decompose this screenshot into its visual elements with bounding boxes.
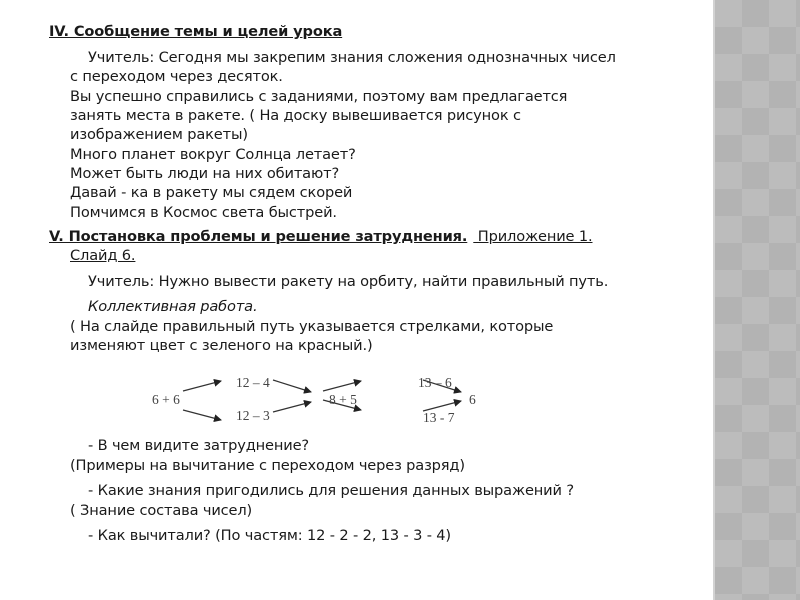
text-line: изображением ракеты) [70,126,248,143]
question-1: - В чем видите затруднение? [88,437,309,454]
slide-note: ( На слайде правильный путь указывается стрелками, которые [70,318,554,335]
arrow [183,410,221,420]
expr-end: 6 [469,392,476,407]
teacher-line-2: Учитель: Нужно вывести ракету на орбиту, найти правильный путь. [88,273,609,290]
arrow [273,380,311,392]
expr-branch2-bottom: 13 - 7 [423,410,455,425]
poem-line: Много планет вокруг Солнца летает? [70,146,356,163]
decorative-side-strip [713,0,800,600]
answer-2: ( Знание состава чисел) [70,502,253,519]
collective-work: Коллективная работа. [88,298,258,315]
poem-line: Может быть люди на них обитают? [70,165,340,182]
slide-ref: Слайд 6. [70,247,136,264]
text-line: занять места в ракете. ( На доску вывешивается рисунок с [70,107,521,124]
appendix-ref: Приложение 1. [473,228,593,245]
text-line: с переходом через десяток. [70,68,283,85]
question-2: - Какие знания пригодились для решения данных выражений ? [88,482,574,499]
slide-note: изменяют цвет с зеленого на красный.) [70,337,373,354]
arrow [323,381,361,391]
section-5-heading-line [49,227,593,246]
expr-middle: 8 + 5 [329,392,357,407]
answer-1: (Примеры на вычитание с переходом через разряд) [70,457,465,474]
expr-start: 6 + 6 [152,392,180,407]
expr-branch2-top: 13 – 6 [418,375,452,390]
expr-branch1-top: 12 – 4 [236,375,270,390]
expr-branch1-bottom: 12 – 3 [236,408,270,423]
section-5-heading: V. Постановка проблемы и решение затруднения. [49,228,468,245]
question-3: - Как вычитали? (По частям: 12 - 2 - 2, 13 - 3 - 4) [88,527,451,544]
teacher-line-1: Учитель: Сегодня мы закрепим знания сложения однозначных чисел [88,49,616,66]
arrow [273,402,311,412]
poem-line: Давай - ка в ракету мы сядем скорей [70,184,353,201]
path-diagram [140,365,530,435]
arrow [183,381,221,391]
text-line: Вы успешно справились с заданиями, поэтому вам предлагается [70,88,568,105]
section-4-heading: IV. Сообщение темы и целей урока [49,23,343,40]
poem-line: Помчимся в Космос света быстрей. [70,204,337,221]
